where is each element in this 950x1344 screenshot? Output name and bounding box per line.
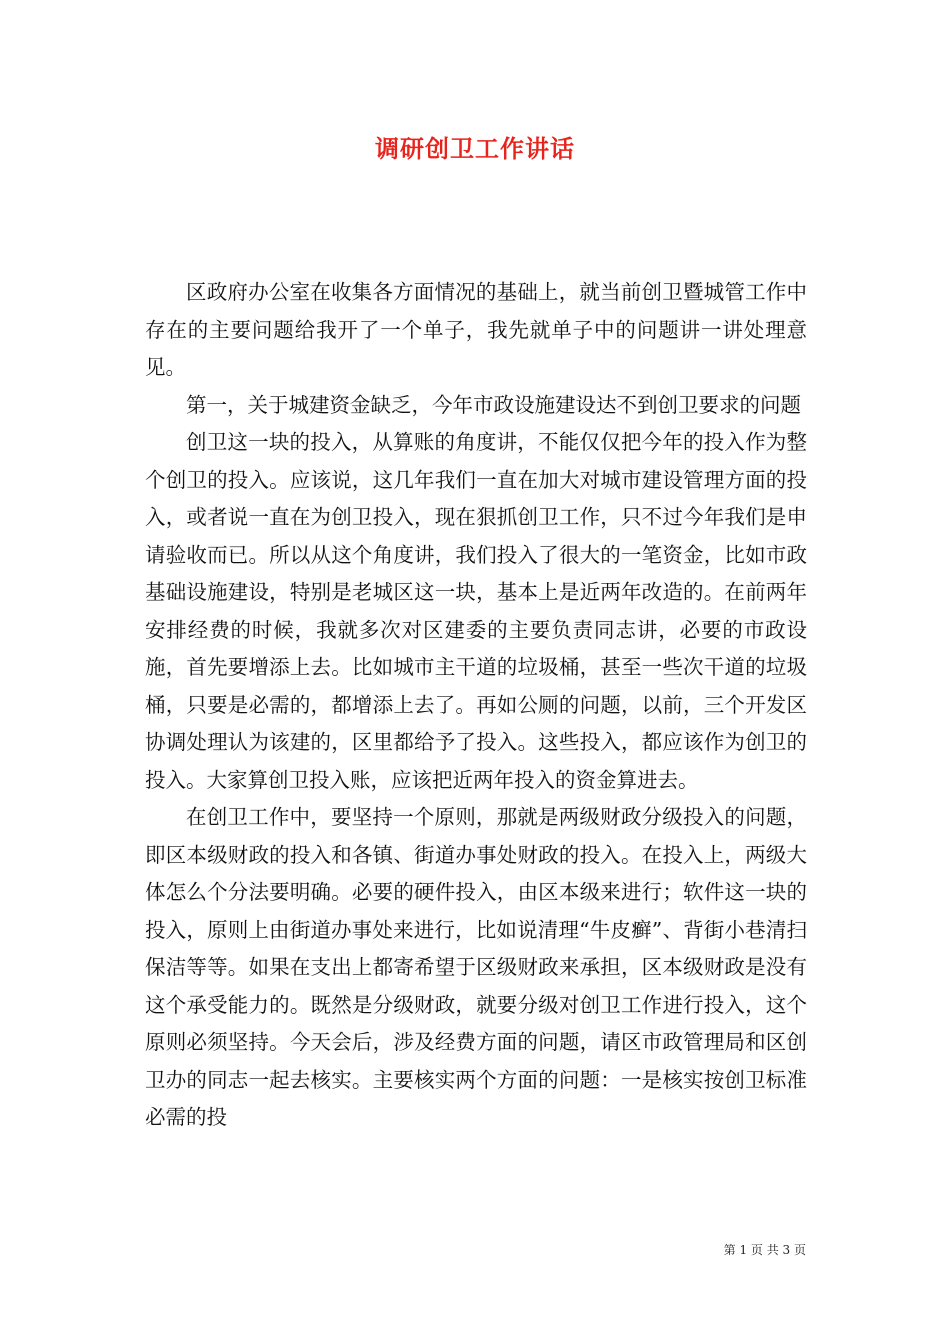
page-number: 第 1 页 共 3 页 xyxy=(723,1243,806,1257)
paragraph-heading-first: 第一，关于城建资金缺乏，今年市政设施建设达不到创卫要求的问题 xyxy=(186,392,801,417)
paragraph-principle: 在创卫工作中，要坚持一个原则，那就是两级财政分级投入的问题，即区本级财政的投入和各镇、街道办事处财政的投入。在投入上，两级大体怎么个分法要明确。必要的硬件投入，由区本级来进行；软件这一块的投入，原则上由街道办事处来进行，比如说清理“牛皮癣”、背街小巷清扫保洁等等。如果在支出上都寄希望于区级财政来承担，区本级财政是没有这个承受能力的。既然是分级财政，就要分级对创卫工作进行投入，这个原则必须坚持。今天会后，涉及经费方面的问题，请区市政管理局和区创卫办的同志一起去核实。主要核实两个方面的问题：一是核实按创卫标准必需的投 xyxy=(145,805,807,1129)
paragraph-intro: 区政府办公室在收集各方面情况的基础上，就当前创卫暨城管工作中存在的主要问题给我开了一个单子，我先就单子中的问题讲一讲处理意见。 xyxy=(145,280,807,379)
document-body xyxy=(145,274,807,1137)
paragraph-investment: 创卫这一块的投入，从算账的角度讲，不能仅仅把今年的投入作为整个创卫的投入。应该说，这几年我们一直在加大对城市建设管理方面的投入，或者说一直在为创卫投入，现在狠抓创卫工作，只不过今年我们是申请验收而已。所以从这个角度讲，我们投入了很大的一笔资金，比如市政基础设施建设，特别是老城区这一块，基本上是近两年改造的。在前两年安排经费的时候，我就多次对区建委的主要负责同志讲，必要的市政设施，首先要增添上去。比如城市主干道的垃圾桶，甚至一些次干道的垃圾桶，只要是必需的，都增添上去了。再如公厕的问题，以前，三个开发区协调处理认为该建的，区里都给予了投入。这些投入，都应该作为创卫的投入。大家算创卫投入账，应该把近两年投入的资金算进去。 xyxy=(145,430,807,792)
document-title: 调研创卫工作讲话 xyxy=(375,134,575,163)
